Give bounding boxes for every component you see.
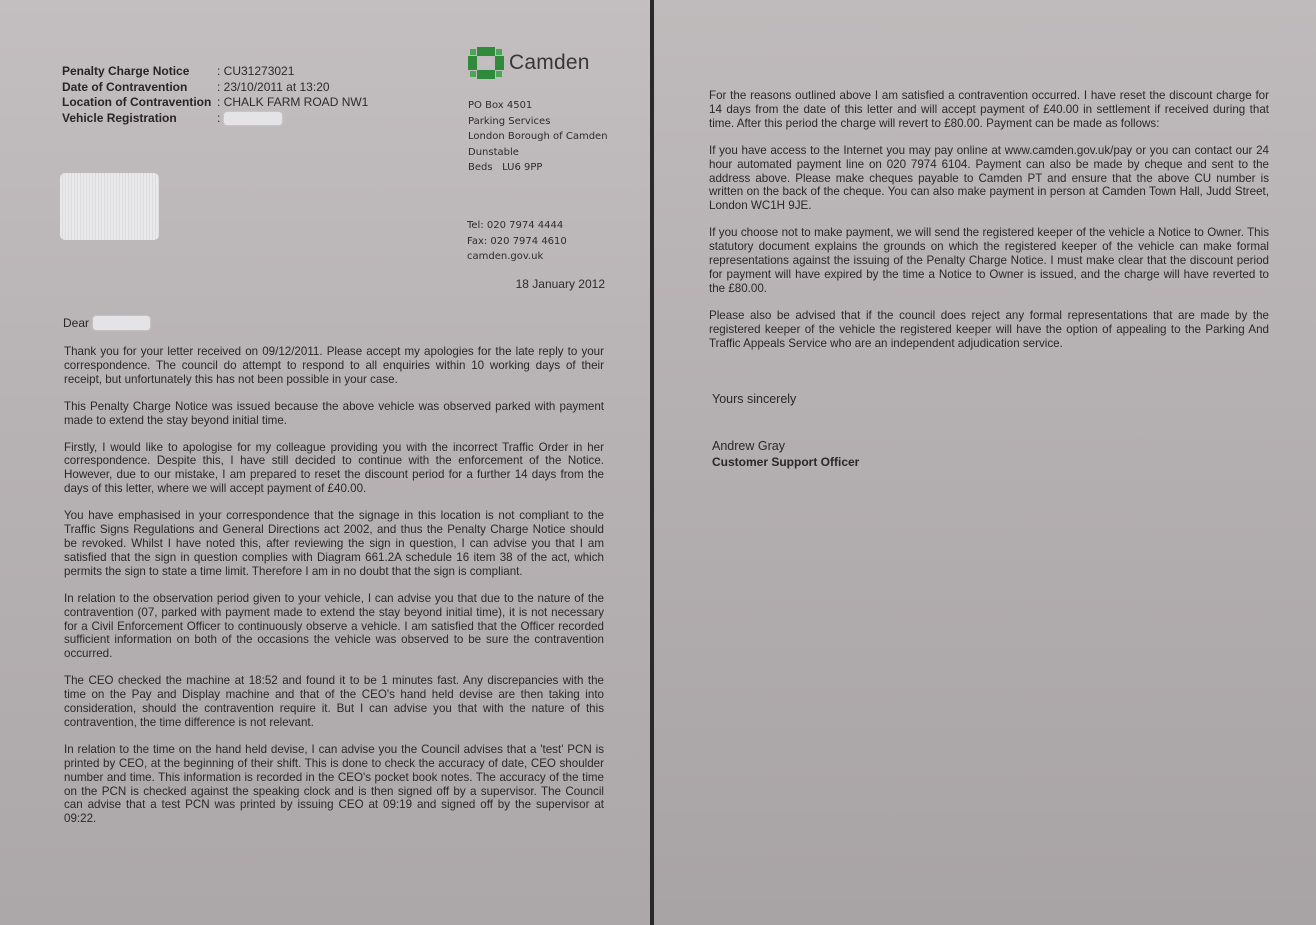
camden-logo [468, 47, 590, 79]
paragraph: The CEO checked the machine at 18:52 and found it to be 1 minutes fast. Any discrepancies with the time on the Pay and Display machine and that of the CEO's hand held devise are then taking into consideration, should the contravention require it. But I can advise you that with the nature of this contravention, the time difference is not relevant. [64, 674, 604, 729]
pcn-detail-row [62, 80, 368, 96]
pcn-details [62, 64, 368, 126]
pcn-detail-label: Date of Contravention [62, 79, 188, 94]
pcn-detail-value: : CU31273021 [217, 64, 295, 78]
paragraph: In relation to the time on the hand held devise, I can advise you the Council advises that a 'test' PCN is printed by CEO, at the beginning of their shift. This is done to check the accuracy of date, CEO shoulder number and time. This information is recorded in the CEO's pocket book notes. The accuracy of the time on the PCN is checked against the speaking clock and is then signed off by a supervisor. The Council can advise that a test PCN was printed by issuing CEO at 09:19 and signed off by the supervisor at 09:22. [64, 742, 604, 826]
letter-date: 18 January 2012 [515, 277, 605, 291]
contact-line: Fax: 020 7974 4610 [467, 235, 567, 247]
sender-address [468, 98, 608, 176]
pcn-detail-label: Penalty Charge Notice [62, 64, 190, 78]
contact-line: Tel: 020 7974 4444 [467, 220, 564, 231]
pcn-detail-value: : [217, 110, 221, 125]
pcn-detail-value: : CHALK FARM ROAD NW1 [217, 95, 369, 109]
recipient-address-redaction [60, 173, 159, 240]
address-line: Parking Services [468, 115, 551, 127]
paragraph: If you have access to the Internet you may pay online at www.camden.gov.uk/pay or you can contact our 24 hour automated payment line on 020 7974 6104. Payment can also be made by cheque and sent to the address above. Please make cheques payable to Camden PT and ensure that the above CU number is written on the back of the cheque. You can also make payment in person at Camden Town Hall, Judd Street, London WC1H 9JE. [709, 143, 1269, 213]
paragraph: Thank you for your letter received on 09/12/2011. Please accept my apologies for the late reply to your correspondence. The council do attempt to respond to all enquiries within 10 working days of their receipt, but unfortunately this has not been possible in your case. [64, 345, 604, 386]
letter-page-1 [0, 0, 650, 925]
sender-contact [467, 218, 567, 265]
address-line: PO Box 4501 [468, 100, 533, 111]
paragraph: In relation to the observation period given to your vehicle, I can advise you that due to the nature of the contravention (07, parked with payment made to extend the stay beyond initial time), it is not necessary for a Civil Enforcement Officer to continuously observe a vehicle. I am satisfied that the Officer recorded sufficient information on both of the occasions the vehicle was observed to be sure the contravention occurred. [64, 591, 604, 661]
contact-line: camden.gov.uk [467, 251, 544, 262]
pcn-detail-row [62, 95, 368, 111]
pcn-detail-row [62, 111, 368, 127]
address-line: Dunstable [468, 146, 519, 158]
pcn-detail-value: : 23/10/2011 at 13:20 [217, 79, 330, 94]
recipient-name-redaction [93, 316, 150, 330]
vehicle-registration-redaction [224, 112, 282, 125]
salutation-line [63, 316, 150, 330]
paragraph: For the reasons outlined above I am satisfied a contravention occurred. I have reset the discount charge for 14 days from the date of this letter and will accept payment of £40.00 in settlement if received during that time. After this period the charge will revert to £80.00. Payment can be made as follows: [709, 89, 1269, 130]
paragraph: You have emphasised in your correspondence that the signage in this location is not compliant to the Traffic Signs Regulations and General Directions act 2002, and thus the Penalty Charge Notice should be revoked. Whilst I have noted this, after reviewing the sign in question, I can advise you that I am satisfied that the sign in question complies with Diagram 661.2A schedule 16 item 38 of the act, which permits the sign to state a time limit. Therefore I am in no doubt that the sign is compliant. [64, 509, 604, 578]
letter-body-page-1 [64, 345, 604, 839]
camden-logo-text: Camden [509, 51, 590, 74]
letter-page-2 [654, 0, 1316, 925]
paragraph: If you choose not to make payment, we will send the registered keeper of the vehicle a Notice to Owner. This statutory document explains the grounds on which the registered keeper of the vehicle can make formal representations against the issuing of the Penalty Charge Notice. I must make clear that the discount period for payment will have expired by the time a Notice to Owner is issued, and the charge will have reverted to the £80.00. [709, 226, 1269, 295]
closing: Yours sincerely [712, 392, 797, 406]
paragraph: Please also be advised that if the council does reject any formal representations that are made by the registered keeper of the vehicle the registered keeper will have the option of appealing to the Parking And Traffic Appeals Service who are an independent adjudication service. [709, 308, 1269, 350]
camden-logo-icon [468, 47, 504, 79]
pcn-detail-label: Location of Contravention [62, 95, 212, 109]
address-line: London Borough of Camden [468, 131, 608, 142]
paragraph: Firstly, I would like to apologise for my colleague providing you with the incorrect Traffic Order in her correspondence. Despite this, I have still decided to continue with the enforcement of the Notice. However, due to our mistake, I am prepared to reset the discount period for a further 14 days from the days of this letter, where we will accept payment of £40.00. [64, 440, 604, 496]
address-line: Beds LU6 9PP [468, 162, 543, 173]
pcn-detail-row [62, 64, 368, 80]
letter-body-page-2 [709, 89, 1269, 364]
signer-name: Andrew Gray [712, 439, 785, 453]
signer-title: Customer Support Officer [712, 455, 860, 469]
salutation: Dear [63, 316, 90, 330]
pcn-detail-label: Vehicle Registration [62, 110, 177, 125]
paragraph: This Penalty Charge Notice was issued because the above vehicle was observed parked with payment made to extend the stay beyond initial time. [64, 399, 604, 427]
